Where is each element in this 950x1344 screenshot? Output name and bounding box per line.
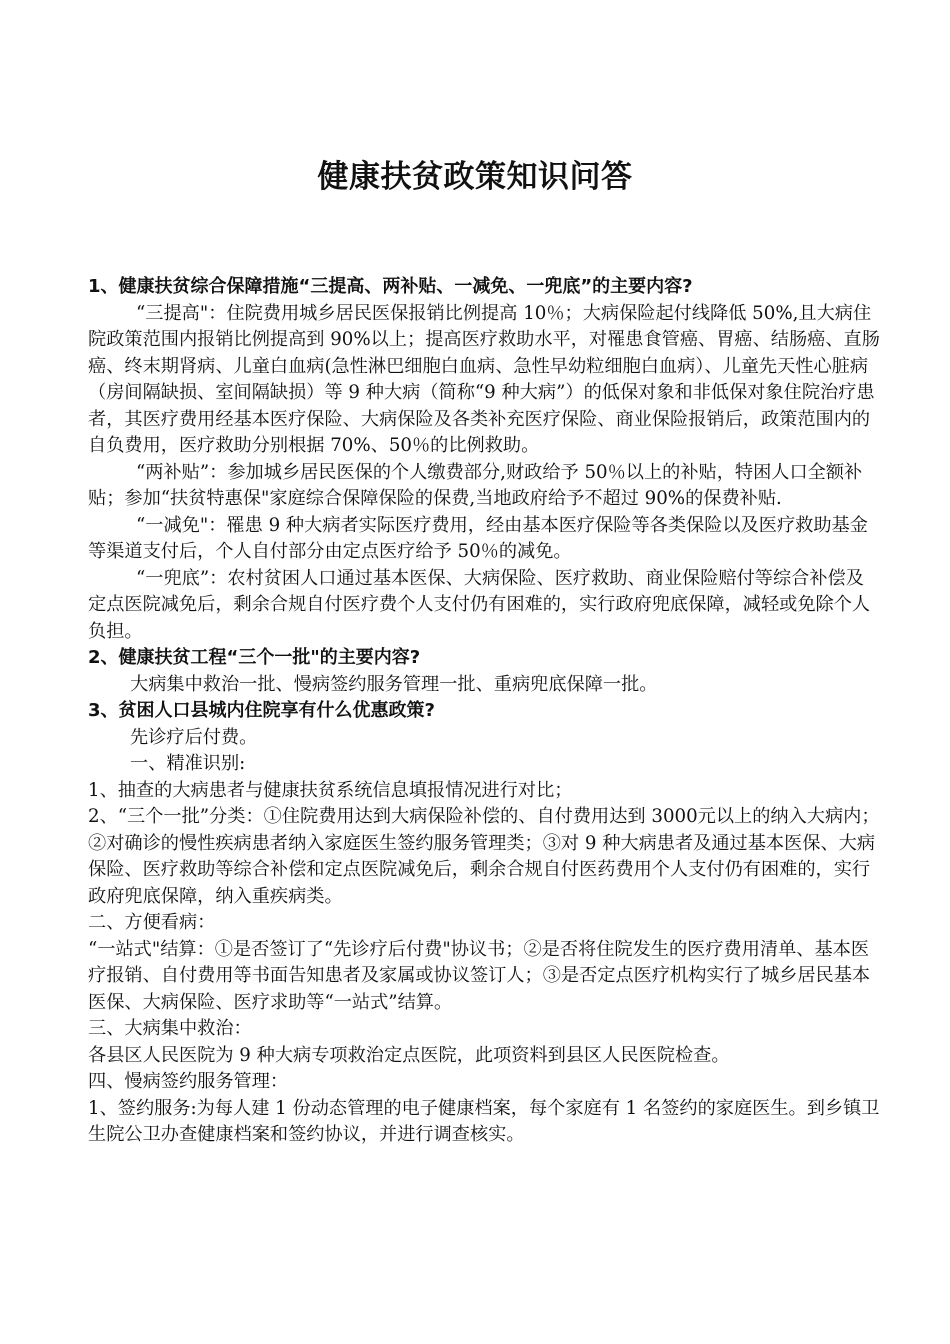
answer-2: 大病集中救治一批、慢病签约服务管理一批、重病兜底保障一批。: [130, 673, 658, 695]
document-body: [88, 274, 880, 1149]
section-3-content: 各县区人民医院为 9 种大病专项救治定点医院，此项资料到县区人民医院检查。: [88, 1044, 730, 1066]
section-3-heading: 三、大病集中救治：: [88, 1018, 252, 1039]
section-2-heading: 二、方便看病：: [88, 912, 216, 933]
answer-san-tigao: “三提高"：住院费用城乡居民医保报销比例提高 10％；大病保险起付线降低 50%,且大病住院政策范围内报销比例提高到 90%以上；提高医疗救助水平，对罹患食管癌、胃癌、结肠癌、直肠癌、终末期肾病、儿童白血病(急性淋巴细胞白血病、急性早幼粒细胞白血病）、儿童先天性心脏病（房间隔缺损、室间隔缺损）等 9 种大病（简称“9 种大病”）的低保对象和非低保对象住院治疗患者，其医疗费用经基本医疗保险、大病保险及各类补充医疗保险、商业保险报销后，政策范围内的自负费用，医疗救助分别根据 70%、50％的比例救助。: [88, 302, 880, 456]
question-2-heading: 2、健康扶贫工程“三个一批"的主要内容?: [88, 647, 421, 668]
section-1-item-1: 1、抽查的大病患者与健康扶贫系统信息填报情况进行对比；: [88, 779, 573, 801]
answer-liang-butie: “两补贴”：参加城乡居民医保的个人缴费部分,财政给予 50％以上的补贴，特困人口全额补贴；参加“扶贫特惠保"家庭综合保障保险的保费,当地政府给予不超过 90%的保费补贴.: [88, 461, 863, 509]
answer-3: 先诊疗后付费。: [130, 726, 258, 748]
section-2-content: “一站式"结算：①是否签订了“先诊疗后付费"协议书；②是否将住院发生的医疗费用清单、基本医疗报销、自付费用等书面告知患者及家属或协议签订人；③是否定点医疗机构实行了城乡居民基本医保、大病保险、医疗求助等“一站式”结算。: [88, 938, 871, 1013]
section-1-heading: 一、精准识别:: [130, 753, 246, 774]
section-4-item-1: 1、签约服务:为每人建 1 份动态管理的电子健康档案，每个家庭有 1 名签约的家庭医生。到乡镇卫生院公卫办查健康档案和签约协议，并进行调查核实。: [88, 1097, 880, 1145]
document-title: 健康扶贫政策知识问答: [317, 159, 633, 195]
answer-yi-doudi: “一兜底”：农村贫困人口通过基本医保、大病保险、医疗救助、商业保险赔付等综合补偿及定点医院减免后，剩余合规自付医疗费个人支付仍有困难的，实行政府兜底保障，减轻或免除个人负担。: [88, 567, 871, 642]
section-4-heading: 四、慢病签约服务管理：: [88, 1071, 289, 1092]
question-3-heading: 3、贫困人口县城内住院享有什么优惠政策?: [88, 700, 435, 721]
section-1-item-2: 2、“三个一批”分类：①住院费用达到大病保险补偿的、自付费用达到 3000元以上的纳入大病内；②对确诊的慢性疾病患者纳入家庭医生签约服务管理类；③对 9 种大病患者及通过基本医保、大病保险、医疗救助等综合补偿和定点医院减免后，剩余合规自付医药费用个人支付仍有困难的，实行政府兜底保障，纳入重疾病类。: [88, 806, 880, 907]
question-1-heading: 1、健康扶贫综合保障措施“三提高、两补贴、一减免、一兜底”的主要内容?: [88, 276, 693, 297]
answer-yi-jianmian: “一减免"：罹患 9 种大病者实际医疗费用，经由基本医疗保险等各类保险以及医疗救助基金等渠道支付后，个人自付部分由定点医疗给予 50％的减免。: [88, 514, 868, 562]
